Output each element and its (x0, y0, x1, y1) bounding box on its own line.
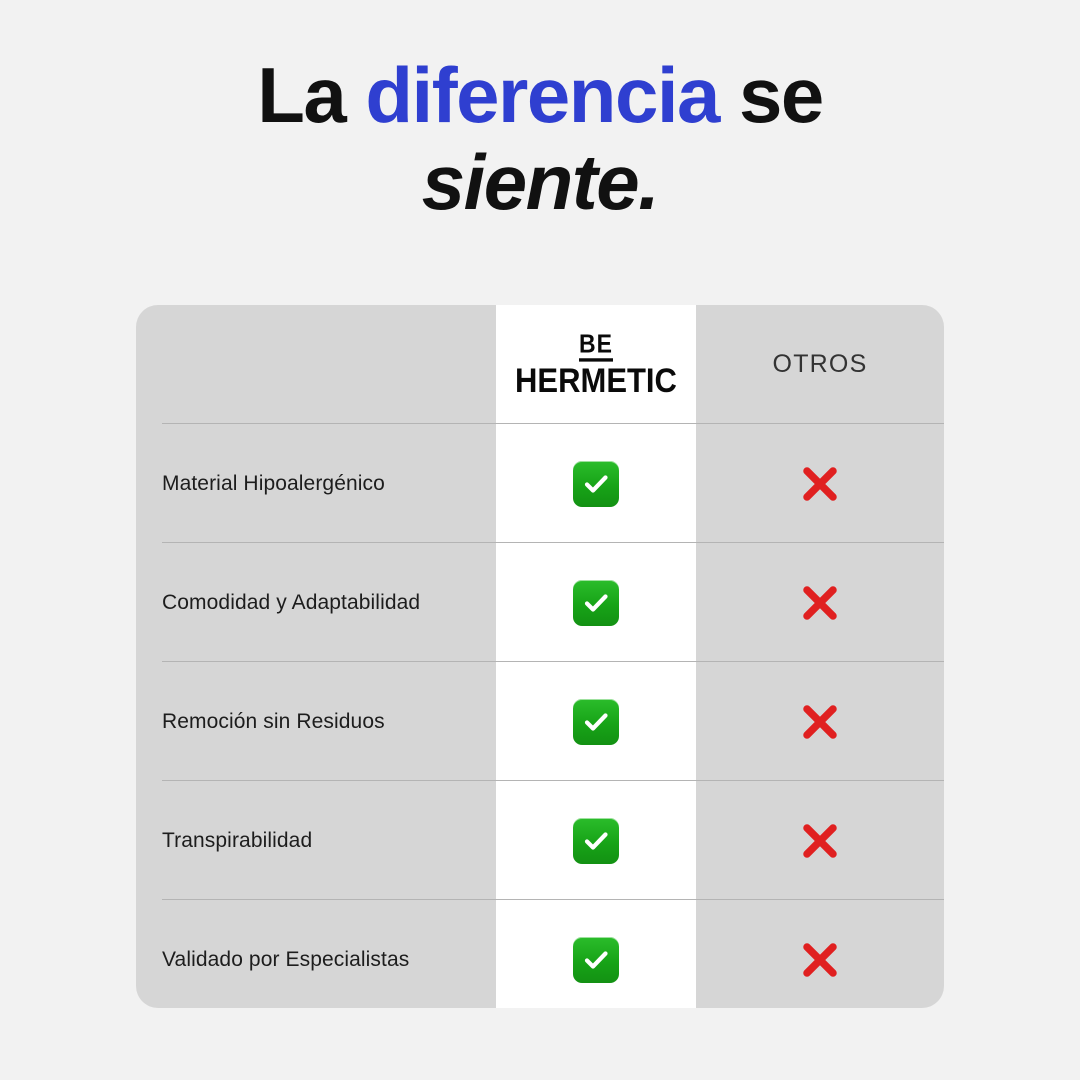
table-row (136, 662, 944, 781)
cross-mark-icon (796, 936, 844, 984)
comparison-table (136, 305, 944, 1008)
brand-logo-hermetic: HERMETIC (515, 361, 677, 400)
brand-cell (496, 580, 696, 626)
page-title (0, 0, 1080, 227)
headline-text-1: La (257, 51, 366, 139)
check-mark-icon (573, 699, 619, 745)
check-mark-icon (573, 937, 619, 983)
cross-mark-icon (796, 698, 844, 746)
brand-cell (496, 461, 696, 507)
feature-label: Transpirabilidad (162, 828, 313, 852)
table-row (136, 781, 944, 900)
headline-accent-word: diferencia (365, 51, 719, 139)
brand-cell (496, 699, 696, 745)
feature-label: Material Hipoalergénico (162, 471, 385, 495)
cross-mark-icon (796, 579, 844, 627)
table-row (136, 424, 944, 543)
brand-logo (496, 329, 696, 400)
headline-line-1 (0, 52, 1080, 139)
check-mark-icon (573, 461, 619, 507)
others-cell (696, 817, 944, 865)
others-cell (696, 698, 944, 746)
headline-line-2: siente. (421, 138, 659, 227)
others-column-header (696, 350, 944, 379)
headline-text-2: se (718, 51, 823, 139)
brand-logo-be: BE (579, 331, 613, 361)
check-mark-icon (573, 818, 619, 864)
check-mark-icon (573, 580, 619, 626)
brand-cell (496, 818, 696, 864)
brand-cell (496, 937, 696, 983)
others-cell (696, 460, 944, 508)
table-header-row (136, 305, 944, 424)
others-label: OTROS (772, 350, 868, 378)
others-cell (696, 936, 944, 984)
feature-label: Validado por Especialistas (162, 947, 410, 971)
table-row (136, 900, 944, 1008)
others-cell (696, 579, 944, 627)
feature-label: Remoción sin Residuos (162, 709, 385, 733)
table-row (136, 543, 944, 662)
feature-label: Comodidad y Adaptabilidad (162, 590, 421, 614)
cross-mark-icon (796, 817, 844, 865)
cross-mark-icon (796, 460, 844, 508)
